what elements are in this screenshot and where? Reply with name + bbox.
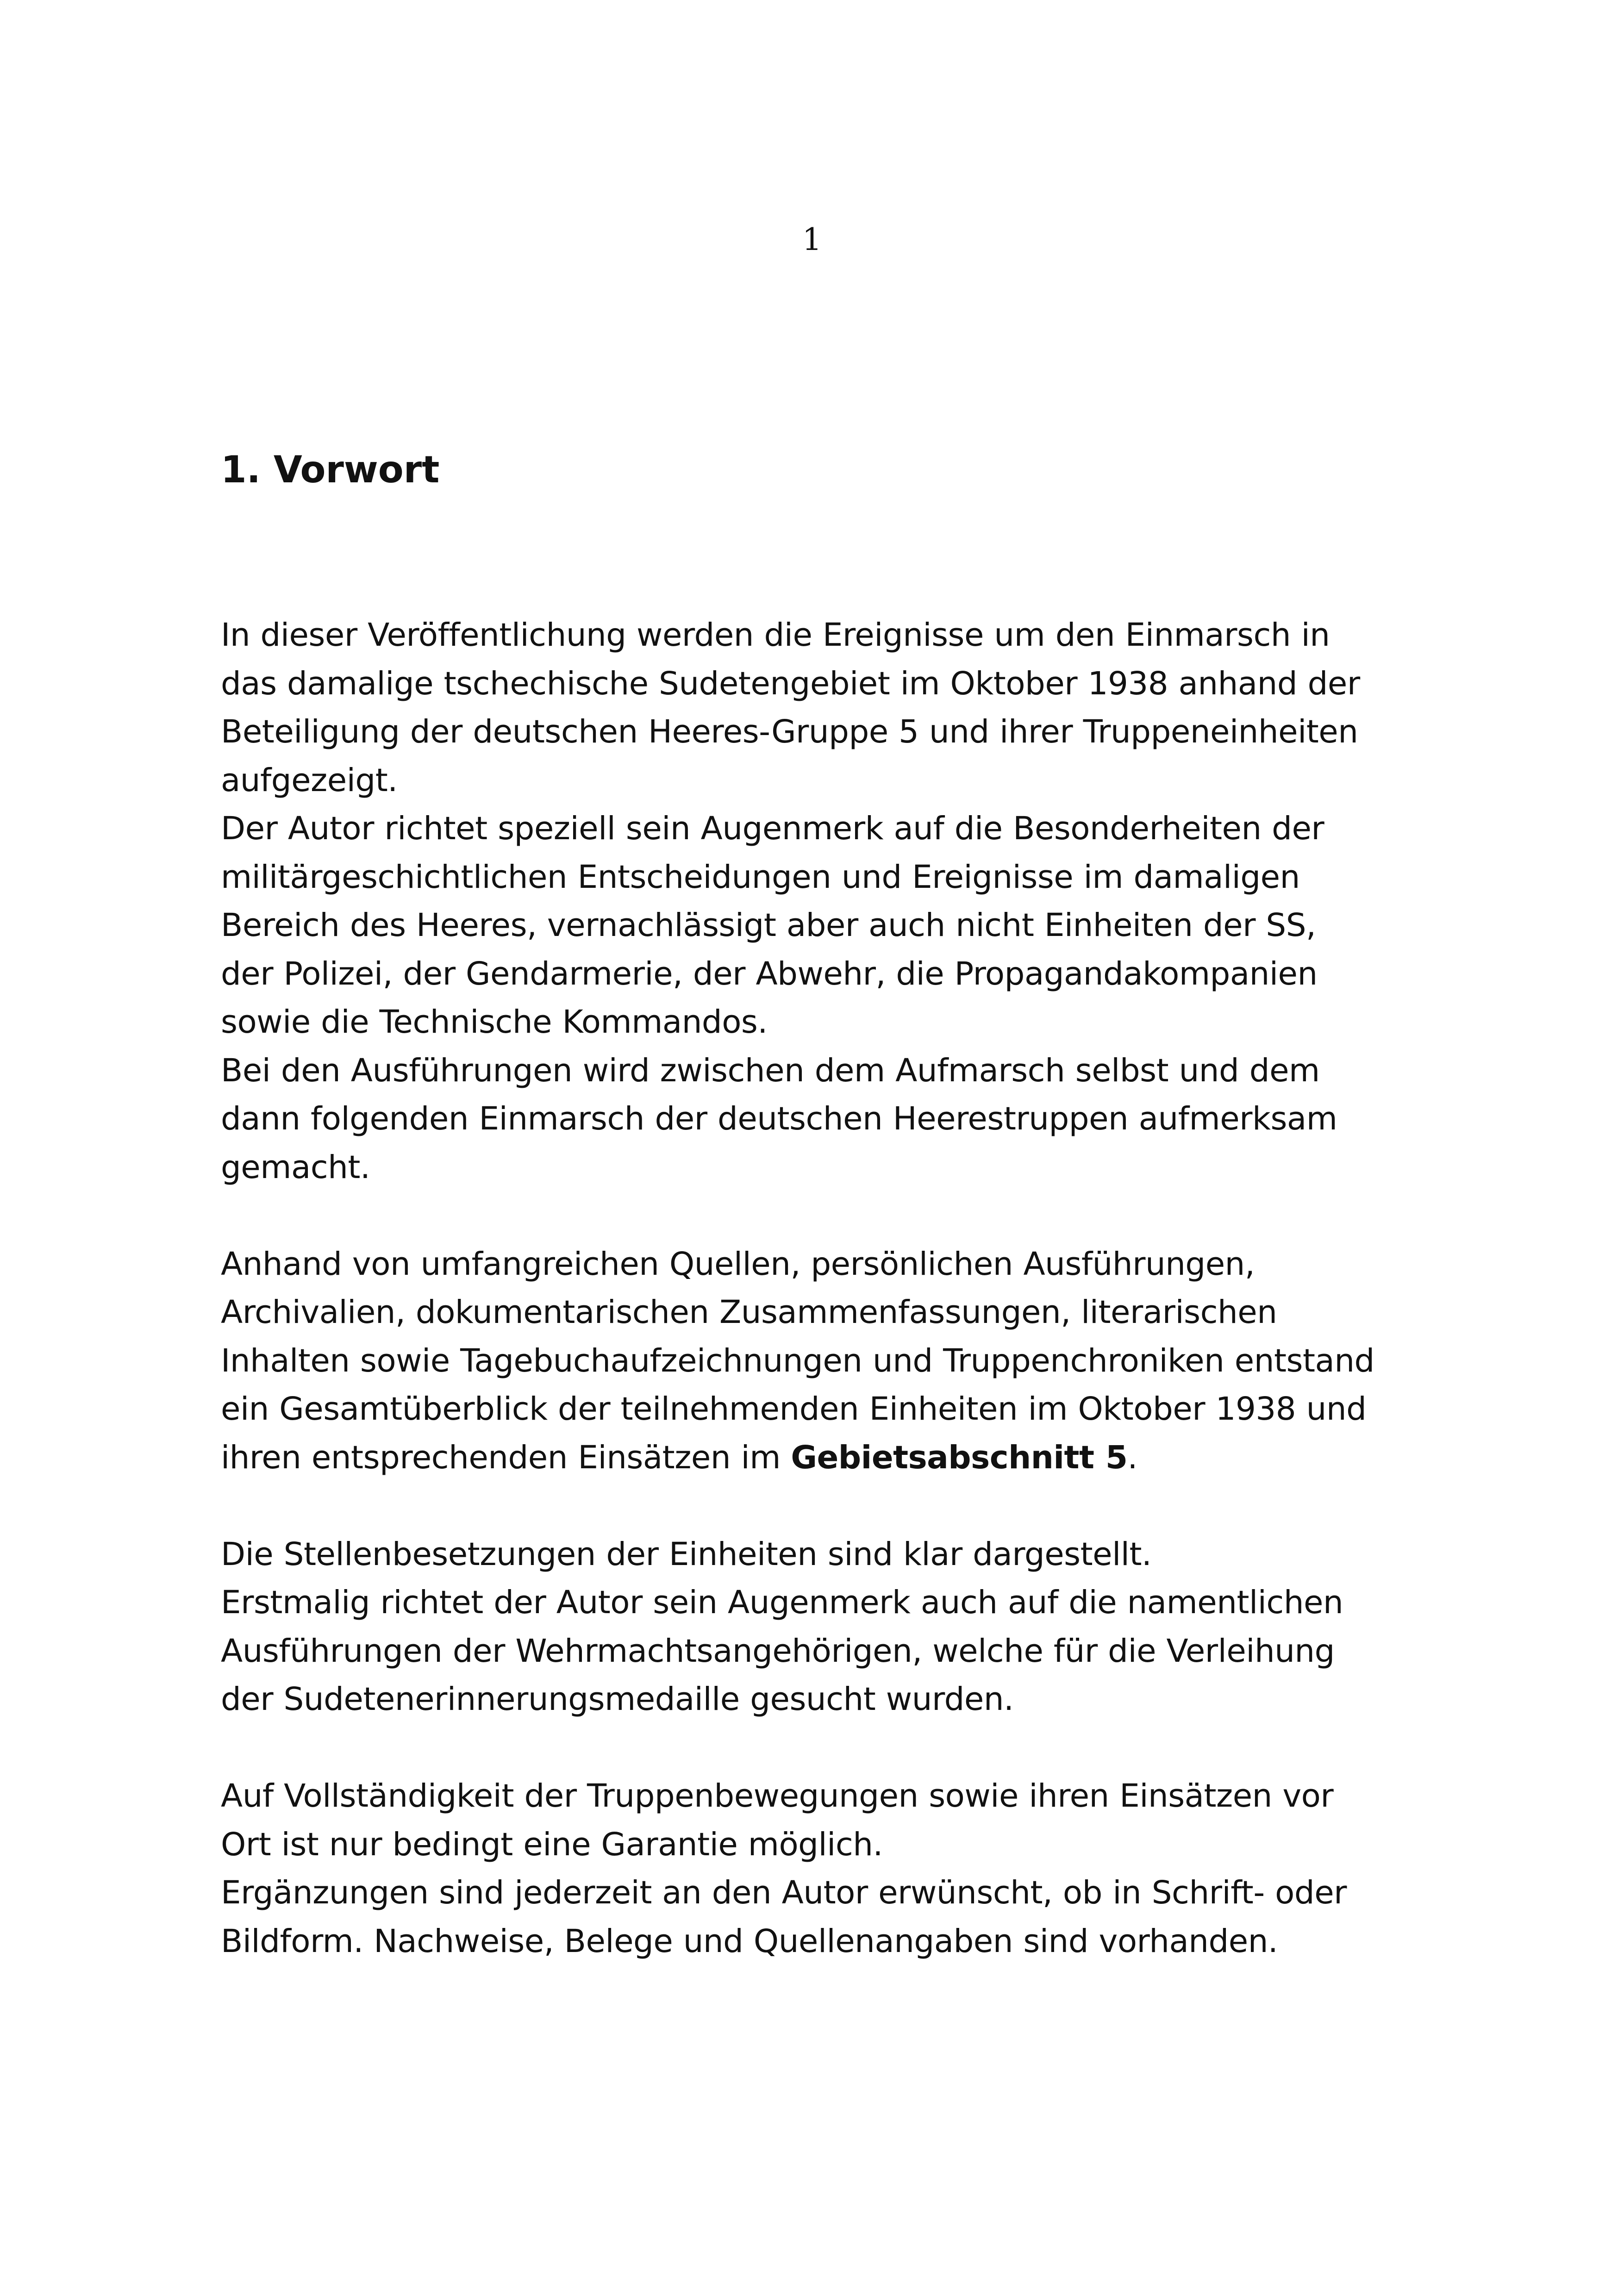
paragraph-gap xyxy=(221,1191,1434,1240)
text-line: Archivalien, dokumentarischen Zusammenfassungen, literarischen xyxy=(221,1294,1277,1331)
text-line xyxy=(221,1434,1434,1482)
paragraph-gap xyxy=(221,1482,1434,1530)
text-line: aufgezeigt. xyxy=(221,761,398,799)
text-line: militärgeschichtlichen Entscheidungen und Ereignisse im damaligen xyxy=(221,858,1300,896)
body-text xyxy=(221,611,1434,1965)
page-number: 1 xyxy=(802,222,822,257)
text-line: Beteiligung der deutschen Heeres-Gruppe 5 und ihrer Truppeneinheiten xyxy=(221,713,1358,750)
text-line: Bei den Ausführungen wird zwischen dem Aufmarsch selbst und dem xyxy=(221,1052,1320,1089)
text-line: das damalige tschechische Sudetengebiet im Oktober 1938 anhand der xyxy=(221,665,1360,702)
text-line: In dieser Veröffentlichung werden die Ereignisse um den Einmarsch in xyxy=(221,617,1330,654)
bold-term: Gebietsabschnitt 5 xyxy=(791,1439,1128,1476)
text-line: Bildform. Nachweise, Belege und Quellenangaben sind vorhanden. xyxy=(221,1922,1278,1960)
text-line: gemacht. xyxy=(221,1148,370,1186)
text-line: Erstmalig richtet der Autor sein Augenmerk auch auf die namentlichen xyxy=(221,1584,1343,1621)
text-line: Auf Vollständigkeit der Truppenbewegungen sowie ihren Einsätzen vor xyxy=(221,1777,1334,1815)
section-heading: 1. Vorwort xyxy=(221,448,440,491)
text-line: sowie die Technische Kommandos. xyxy=(221,1004,768,1041)
text-line: Der Autor richtet speziell sein Augenmerk auf die Besonderheiten der xyxy=(221,810,1324,847)
text-line: der Sudetenerinnerungsmedaille gesucht wurden. xyxy=(221,1681,1014,1718)
text-segment: . xyxy=(1127,1439,1137,1476)
text-line: Anhand von umfangreichen Quellen, persönlichen Ausführungen, xyxy=(221,1245,1255,1283)
text-line: ein Gesamtüberblick der teilnehmenden Einheiten im Oktober 1938 und xyxy=(221,1391,1367,1428)
text-line: Bereich des Heeres, vernachlässigt aber auch nicht Einheiten der SS, xyxy=(221,907,1316,944)
paragraph-gap xyxy=(221,1724,1434,1772)
text-segment: ihren entsprechenden Einsätzen im xyxy=(221,1439,791,1476)
text-line: dann folgenden Einmarsch der deutschen Heerestruppen aufmerksam xyxy=(221,1100,1337,1137)
text-line: Inhalten sowie Tagebuchaufzeichnungen und Truppenchroniken entstand xyxy=(221,1342,1374,1379)
text-line: Ausführungen der Wehrmachtsangehörigen, welche für die Verleihung xyxy=(221,1632,1335,1670)
text-line: der Polizei, der Gendarmerie, der Abwehr, die Propagandakompanien xyxy=(221,955,1318,992)
text-line: Ergänzungen sind jederzeit an den Autor erwünscht, ob in Schrift- oder xyxy=(221,1874,1347,1911)
text-line: Ort ist nur bedingt eine Garantie möglich. xyxy=(221,1826,883,1863)
text-line: Die Stellenbesetzungen der Einheiten sind klar dargestellt. xyxy=(221,1535,1152,1573)
